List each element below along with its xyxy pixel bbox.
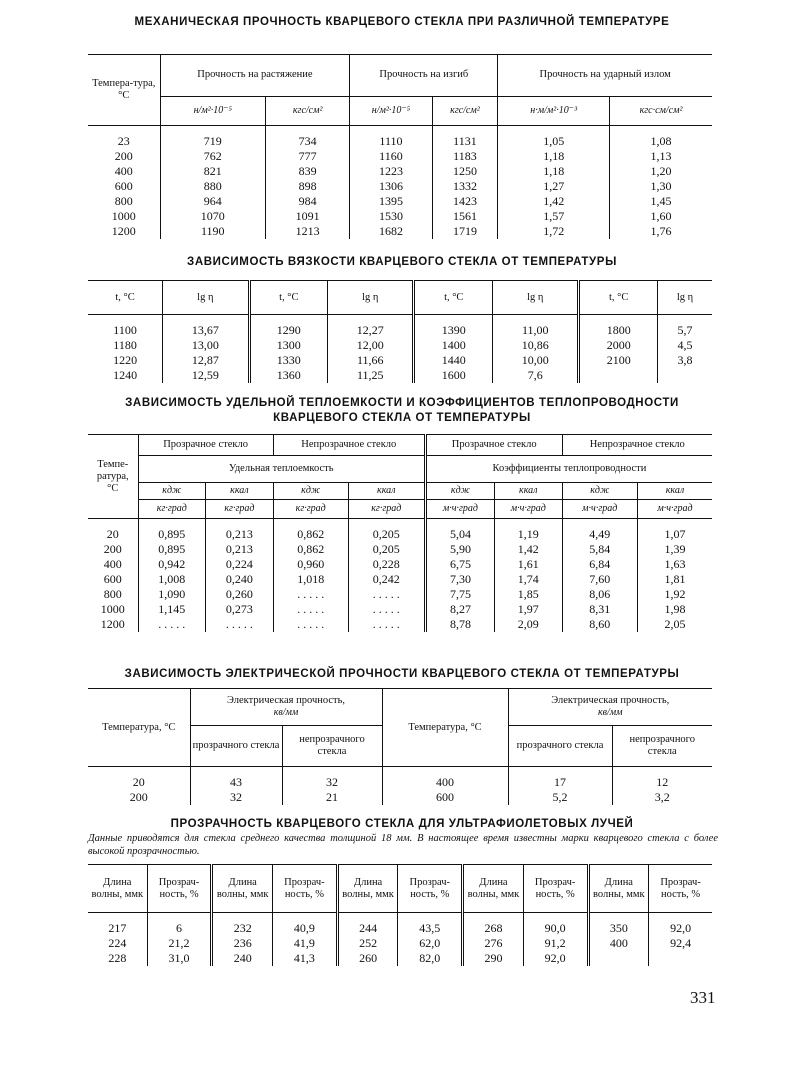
table-cell: 1530 [350,209,432,224]
table-cell: 600 [382,790,508,805]
header-lg: lg η [493,281,579,315]
table-row [88,315,712,339]
table-cell: 6 [147,913,212,937]
electric-strength-label: Электрическая прочность, [226,695,346,706]
unit-cell: ккал [495,483,563,500]
table-cell: 1,008 [138,572,206,587]
unit-cell: кгс/см² [432,96,498,125]
unit-cell: кгс/см² [266,96,350,125]
row-key-cell: 800 [103,587,122,602]
table-cell: 8,78 [425,617,494,632]
table-cell: 244 [337,913,398,937]
table-cell: 1600 [414,368,493,383]
table-cell: 1070 [160,209,266,224]
row-key-cell: 20 [106,527,119,542]
table-cell: 92,0 [649,913,712,937]
table-cell: 0,240 [206,572,274,587]
unit-cell: кдж [138,483,206,500]
table-cell: 1,090 [138,587,206,602]
table2-title: ЗАВИСИМОСТЬ ВЯЗКОСТИ КВАРЦЕВОГО СТЕКЛА ОТ ТЕМПЕРАТУРЫ [187,256,617,268]
header-heat-capacity: Удельная теплоемкость [138,456,425,483]
table-cell: 7,30 [425,572,494,587]
table-row [88,587,712,602]
table-cell: 12 [612,767,712,791]
table3-title-line2: КВАРЦЕВОГО СТЕКЛА ОТ ТЕМПЕРАТУРЫ [273,412,531,424]
unit-cell: кдж [425,483,494,500]
table-row [88,179,712,194]
table-cell: 1,81 [637,572,712,587]
header-wave: Длина волны, ммк [588,865,649,913]
header-temperature: Температура, °С [88,689,190,767]
row-key-cell: 600 [103,572,122,587]
table-cell: 719 [160,126,266,150]
table-row [88,126,712,150]
header-wave: Длина волны, ммк [463,865,524,913]
table-row [88,209,712,224]
table-cell: 268 [463,913,524,937]
table5-title: ПРОЗРАЧНОСТЬ КВАРЦЕВОГО СТЕКЛА ДЛЯ УЛЬТРАФИОЛЕТОВЫХ ЛУЧЕЙ [170,818,634,830]
table-row [88,149,712,164]
table-cell: 1,018 [273,572,348,587]
unit-cell: ккал [206,483,274,500]
header-temperature: Темпе-ратура, °С [88,435,138,519]
table-row [88,353,712,368]
table-cell: 1223 [350,164,432,179]
table-cell: 400 [382,767,508,791]
table-cell: 92,4 [649,936,712,951]
unit-cell: м·ч·град [562,500,637,519]
table-cell: 0,228 [348,557,425,572]
table3-title [82,396,722,426]
header-t: t, °С [115,291,135,303]
header-temperature: Темпера-тура, °С [88,55,160,126]
table-row [88,913,712,937]
table-cell: 1360 [249,368,328,383]
table-cell: 1440 [414,353,493,368]
header-transparent: прозрачного стекла [508,726,612,767]
row-key-cell: 217 [108,921,127,936]
header-t: t, °С [414,281,493,315]
header-electric-strength [508,689,712,726]
header-tension: Прочность на растяжение [160,55,350,97]
table-cell: 6,84 [562,557,637,572]
table-cell: 21 [282,790,382,805]
table-cell: 1,98 [637,602,712,617]
table-cell: 1,39 [637,542,712,557]
table-cell: . . . . . [348,587,425,602]
table-cell: 777 [266,149,350,164]
unit-cell: н·м/м²·10⁻³ [498,96,610,125]
header-electric-strength [190,689,382,726]
table-cell: 839 [266,164,350,179]
table-cell: . . . . . [138,617,206,632]
header-wave: Длина волны, ммк [91,876,144,900]
table-cell: 0,260 [206,587,274,602]
row-key-cell: 1220 [113,353,138,368]
table-cell: 7,75 [425,587,494,602]
table-cell: 6,75 [425,557,494,572]
table-cell [579,368,658,383]
table-cell: 1,20 [610,164,712,179]
header-conductivity: Коэффициенты теплопроводности [425,456,712,483]
table-cell: 0,862 [273,519,348,543]
table-cell: 0,960 [273,557,348,572]
table-row [88,224,712,239]
table-cell [657,368,712,383]
table-cell: 350 [588,913,649,937]
table-cell: 1,74 [495,572,563,587]
table-cell: 0,895 [138,519,206,543]
header-transparency: Прозрач-ность, % [649,865,712,913]
table-cell: 762 [160,149,266,164]
table-cell: 0,242 [348,572,425,587]
table-cell: 821 [160,164,266,179]
table-row [88,572,712,587]
table-cell: 0,273 [206,602,274,617]
table1-title: МЕХАНИЧЕСКАЯ ПРОЧНОСТЬ КВАРЦЕВОГО СТЕКЛА ПРИ РАЗЛИЧНОЙ ТЕМПЕРАТУРЕ [134,16,670,28]
row-key-cell: 23 [117,134,130,149]
header-opaque: Непрозрачное стекло [273,435,425,456]
table-cell: 1,57 [498,209,610,224]
table-cell: 40,9 [273,913,338,937]
table-cell: 1400 [414,338,493,353]
row-key-cell: 1000 [111,209,136,224]
table-cell: 1,13 [610,149,712,164]
table-cell: 4,49 [562,519,637,543]
table-cell: 7,60 [562,572,637,587]
table-cell: 5,04 [425,519,494,543]
table-cell: 2000 [579,338,658,353]
table-row [88,790,712,805]
header-lg: lg η [163,281,249,315]
table-cell: 1,92 [637,587,712,602]
table-cell: 0,895 [138,542,206,557]
table-cell: 1290 [249,315,328,339]
unit-cell: ккал [348,483,425,500]
table-cell: 1,60 [610,209,712,224]
row-key-cell: 1000 [100,602,125,617]
table-cell: 11,66 [328,353,414,368]
table-cell: 21,2 [147,936,212,951]
table-cell: 82,0 [398,951,463,966]
table-cell: 1183 [432,149,498,164]
table-cell: 3,2 [612,790,712,805]
row-key-cell: 400 [103,557,122,572]
header-impact: Прочность на ударный излом [498,55,712,97]
table-cell [588,951,649,966]
table-cell: 12,59 [163,368,249,383]
table-cell: 91,2 [523,936,588,951]
table-cell: . . . . . [273,602,348,617]
header-t: t, °С [579,281,658,315]
table-row [88,338,712,353]
table-cell: 232 [212,913,273,937]
table-cell: 1160 [350,149,432,164]
table-cell: 5,2 [508,790,612,805]
header-transparency: Прозрач-ность, % [273,865,338,913]
unit-cell: м·ч·град [637,500,712,519]
header-t: t, °С [249,281,328,315]
table-cell: 43 [190,767,282,791]
table-cell: 734 [266,126,350,150]
header-wave: Длина волны, ммк [337,865,398,913]
table-cell: 1,145 [138,602,206,617]
row-key-cell: 20 [132,775,145,790]
table-cell: 1,63 [637,557,712,572]
table-cell: 0,213 [206,519,274,543]
table-cell: 12,00 [328,338,414,353]
header-bend: Прочность на изгиб [350,55,498,97]
table-cell: 0,205 [348,519,425,543]
table-cell: . . . . . [273,617,348,632]
header-transparency: Прозрач-ность, % [147,865,212,913]
table-cell: 1719 [432,224,498,239]
table-cell: . . . . . [348,602,425,617]
unit-cell: кг·град [138,500,206,519]
table-cell: 5,84 [562,542,637,557]
table-cell: 1,18 [498,164,610,179]
table-cell: . . . . . [348,617,425,632]
table-row [88,767,712,791]
viscosity-table [88,280,712,383]
table-cell: 1,07 [637,519,712,543]
table-cell: 0,942 [138,557,206,572]
table-cell: 1332 [432,179,498,194]
unit-cell: н/м²·10⁻⁵ [350,96,432,125]
table-row [88,617,712,632]
table-cell: 1,18 [498,149,610,164]
table-cell: 1,42 [495,542,563,557]
table-cell: 252 [337,936,398,951]
table-cell: 17 [508,767,612,791]
table-row [88,936,712,951]
table-cell: 90,0 [523,913,588,937]
table-cell: 8,31 [562,602,637,617]
table-cell: 1,19 [495,519,563,543]
table-cell: 1300 [249,338,328,353]
table-cell: . . . . . [273,587,348,602]
header-transparent: Прозрачное стекло [425,435,562,456]
table-cell [649,951,712,966]
unit-cell: м·ч·град [425,500,494,519]
table-cell: 8,06 [562,587,637,602]
mechanical-strength-table [88,54,712,239]
table-cell: 290 [463,951,524,966]
header-transparency: Прозрач-ность, % [398,865,463,913]
header-transparent: прозрачного стекла [190,726,282,767]
table-cell: 1,61 [495,557,563,572]
table-cell: 5,90 [425,542,494,557]
table-cell: 1,27 [498,179,610,194]
table-cell: 1330 [249,353,328,368]
header-lg: lg η [657,281,712,315]
uv-transparency-table [88,864,712,966]
unit-cell: м·ч·град [495,500,563,519]
table-cell: 1,45 [610,194,712,209]
table-cell: 1390 [414,315,493,339]
electric-strength-table [88,688,712,805]
table-cell: 1091 [266,209,350,224]
table-cell: 1,97 [495,602,563,617]
table-cell: 1,72 [498,224,610,239]
table-row [88,164,712,179]
electric-strength-unit: кв/мм [597,707,623,718]
table-cell: 10,00 [493,353,579,368]
row-key-cell: 200 [103,542,122,557]
table-cell: 8,27 [425,602,494,617]
table-cell: 2100 [579,353,658,368]
table-cell: 41,3 [273,951,338,966]
table-cell: 62,0 [398,936,463,951]
table-cell: 10,86 [493,338,579,353]
electric-strength-label: Электрическая прочность, [551,695,670,706]
table-cell: 12,27 [328,315,414,339]
header-transparency: Прозрач-ность, % [523,865,588,913]
unit-cell: ккал [637,483,712,500]
table-row [88,519,712,543]
table-cell: 236 [212,936,273,951]
table-cell: 7,6 [493,368,579,383]
table-cell: 1,76 [610,224,712,239]
table-cell: 1190 [160,224,266,239]
heat-capacity-table [88,434,712,632]
table-cell: 4,5 [657,338,712,353]
table-cell: 1110 [350,126,432,150]
table-cell: 0,205 [348,542,425,557]
table-cell: 41,9 [273,936,338,951]
table-row [88,602,712,617]
table-cell: 240 [212,951,273,966]
table-row [88,542,712,557]
table-cell: 12,87 [163,353,249,368]
header-temperature: Температура, °С [382,689,508,767]
electric-strength-unit: кв/мм [273,707,299,718]
table-cell: 13,67 [163,315,249,339]
unit-cell: кг·град [348,500,425,519]
unit-cell: кгс·см/см² [610,96,712,125]
unit-cell: н/м²·10⁻⁵ [160,96,266,125]
row-key-cell: 228 [108,951,127,966]
table-row [88,194,712,209]
table-cell: 1561 [432,209,498,224]
table-cell: 400 [588,936,649,951]
table-cell: 1213 [266,224,350,239]
row-key-cell: 1180 [113,338,137,353]
table5-note: Данные приводятся для стекла среднего качества толщиной 18 мм. В настоящее время известны марки кварцевого стекла с более высокой прозрачностью. [88,833,718,857]
row-key-cell: 1100 [113,323,137,338]
table-cell: 2,05 [637,617,712,632]
unit-cell: кг·град [273,500,348,519]
table-cell: 5,7 [657,315,712,339]
table-cell: 1250 [432,164,498,179]
table-cell: 1,05 [498,126,610,150]
table-cell: 31,0 [147,951,212,966]
row-key-cell: 1240 [113,368,138,383]
table-row [88,368,712,383]
table-cell: 898 [266,179,350,194]
table-cell: 13,00 [163,338,249,353]
unit-cell: кдж [273,483,348,500]
unit-cell: кг·град [206,500,274,519]
table-cell: 11,25 [328,368,414,383]
row-key-cell: 800 [114,194,133,209]
table-cell: 260 [337,951,398,966]
table-cell: 276 [463,936,524,951]
unit-cell: кдж [562,483,637,500]
row-key-cell: 1200 [100,617,125,632]
table-cell: 1,08 [610,126,712,150]
row-key-cell: 200 [114,149,133,164]
table-cell: 3,8 [657,353,712,368]
table-cell: 43,5 [398,913,463,937]
header-opaque: непрозрачного стекла [612,726,712,767]
row-key-cell: 1200 [111,224,136,239]
table-cell: . . . . . [206,617,274,632]
table-cell: 32 [190,790,282,805]
table-cell: 1,85 [495,587,563,602]
table-cell: 8,60 [562,617,637,632]
table-cell: 1,42 [498,194,610,209]
table-cell: 964 [160,194,266,209]
table-cell: 984 [266,194,350,209]
table-cell: 880 [160,179,266,194]
table-row [88,557,712,572]
table-cell: 32 [282,767,382,791]
header-opaque: непрозрачного стекла [282,726,382,767]
table-cell: 2,09 [495,617,563,632]
row-key-cell: 224 [108,936,127,951]
table-cell: 1682 [350,224,432,239]
table-cell: 1395 [350,194,432,209]
table3-title-line1: ЗАВИСИМОСТЬ УДЕЛЬНОЙ ТЕПЛОЕМКОСТИ И КОЭФФИЦИЕНТОВ ТЕПЛОПРОВОДНОСТИ [125,397,679,409]
table-row [88,951,712,966]
header-wave: Длина волны, ммк [212,865,273,913]
table-cell: 1,30 [610,179,712,194]
page-number: 331 [690,988,716,1007]
table-cell: 1131 [432,126,498,150]
table-cell: 0,862 [273,542,348,557]
table4-title: ЗАВИСИМОСТЬ ЭЛЕКТРИЧЕСКОЙ ПРОЧНОСТИ КВАРЦЕВОГО СТЕКЛА ОТ ТЕМПЕРАТУРЫ [124,668,680,680]
table-cell: 0,224 [206,557,274,572]
row-key-cell: 600 [114,179,133,194]
header-opaque: Непрозрачное стекло [562,435,712,456]
table-cell: 1306 [350,179,432,194]
table-cell: 92,0 [523,951,588,966]
table-cell: 1800 [579,315,658,339]
header-lg: lg η [328,281,414,315]
table-cell: 11,00 [493,315,579,339]
table-cell: 0,213 [206,542,274,557]
row-key-cell: 200 [129,790,148,805]
header-transparent: Прозрачное стекло [138,435,273,456]
table-cell: 1423 [432,194,498,209]
row-key-cell: 400 [114,164,133,179]
